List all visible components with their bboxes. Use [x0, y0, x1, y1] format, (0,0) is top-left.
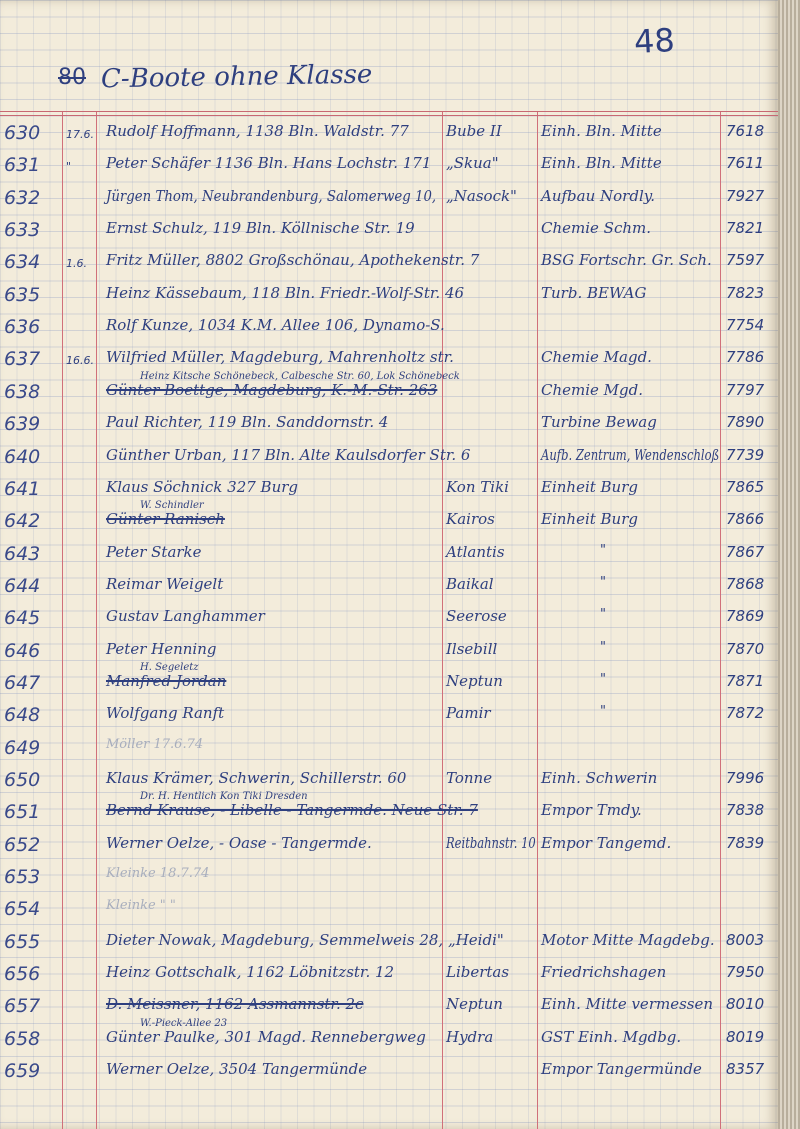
entry-number: 635: [4, 283, 41, 306]
owner-name: Ernst Schulz, 119 Bln. Köllnische Str. 19: [106, 219, 415, 238]
registration-number: 7838: [726, 801, 765, 820]
registration-number: 8010: [726, 995, 765, 1014]
boat-name: Neptun: [446, 671, 503, 690]
club-name: ": [600, 671, 606, 687]
ledger-row: [0, 476, 778, 508]
page-edge: [778, 0, 800, 1129]
owner-name: Günther Urban, 117 Bln. Alte Kaulsdorfer Str. 6: [106, 445, 471, 464]
owner-name: Wilfried Müller, Magdeburg, Mahrenholtz str.: [106, 348, 454, 367]
boat-name: Atlantis: [446, 542, 505, 561]
owner-name: Wolfgang Ranft: [106, 704, 225, 723]
ledger-row: [0, 605, 778, 637]
entry-number: 657: [4, 995, 41, 1018]
registration-number: 7739: [726, 445, 765, 464]
owner-name: Klaus Söchnick 327 Burg: [106, 477, 299, 496]
boat-name: Reitbahnstr. 10: [446, 833, 536, 852]
registration-number: 7865: [726, 477, 765, 496]
owner-name: Günter Paulke, 301 Magd. Rennebergweg: [106, 1027, 426, 1046]
registration-number: 7823: [726, 283, 765, 302]
ledger-row: [0, 500, 778, 540]
owner-name: Werner Oelze, - Oase - Tangermde.: [106, 833, 372, 852]
owner-name: Günter Ranisch: [106, 510, 225, 529]
entry-number: 640: [4, 445, 41, 468]
owner-name: Fritz Müller, 8802 Großschönau, Apothekenstr. 7: [106, 251, 480, 270]
club-name: Einh. Bln. Mitte: [541, 122, 662, 140]
correction-note: Heinz Kitsche Schönebeck, Calbesche Str. 60, Lok Schönebeck: [140, 370, 460, 382]
registration-number: 7754: [726, 316, 765, 335]
entry-number: 658: [4, 1027, 41, 1050]
page-heading: [58, 59, 478, 102]
club-name: Chemie Magd.: [541, 348, 652, 367]
club-name: ": [600, 574, 606, 590]
ledger-row: [0, 573, 778, 605]
entry-number: 636: [4, 316, 41, 339]
registration-number: 7890: [726, 413, 765, 432]
owner-name: Klaus Krämer, Schwerin, Schillerstr. 60: [106, 769, 407, 787]
club-name: Einh. Schwerin: [541, 769, 658, 787]
entry-number: 637: [4, 348, 41, 371]
registration-number: 7618: [726, 122, 765, 140]
entry-date: 1.6.: [66, 257, 87, 271]
ledger-row: [0, 1058, 778, 1090]
heading-title: C-Boote ohne Klasse: [100, 59, 373, 95]
owner-name: Gustav Langhammer: [106, 607, 265, 626]
ledger-row: [0, 120, 778, 152]
owner-name: Bernd Krause, - Libelle - Tangermde. Neue Str. 7: [106, 801, 478, 820]
club-name: ": [600, 542, 606, 558]
club-name: Aufb. Zentrum, Wendenschloß: [541, 445, 720, 464]
boat-name: „Nasock": [446, 186, 517, 205]
club-name: Einheit Burg: [541, 477, 638, 496]
registration-number: 7786: [726, 348, 765, 367]
club-name: Turbine Bewag: [541, 413, 657, 432]
owner-name: Rolf Kunze, 1034 K.M. Allee 106, Dynamo-S.: [106, 316, 445, 335]
club-name: Aufbau Nordly.: [541, 186, 655, 205]
entry-number: 633: [4, 219, 41, 242]
registration-number: 7868: [726, 574, 765, 593]
entry-number: 644: [4, 574, 41, 597]
club-name: Motor Mitte Magdebg.: [541, 930, 715, 949]
ledger-row: [0, 370, 778, 411]
ledger-row: [0, 217, 778, 249]
ledger-row: [0, 541, 778, 573]
owner-name: Rudolf Hoffmann, 1138 Bln. Waldstr. 77: [106, 122, 409, 140]
owner-name: Paul Richter, 119 Bln. Sanddornstr. 4: [106, 413, 389, 432]
ledger-row: [0, 896, 778, 928]
entry-number: 659: [4, 1060, 41, 1083]
club-name: Chemie Schm.: [541, 219, 652, 238]
boat-name: Kon Tiki: [446, 477, 509, 496]
ledger-row: [0, 411, 778, 443]
club-name: Einh. Bln. Mitte: [541, 154, 662, 173]
entry-number: 647: [4, 671, 41, 694]
entry-number: 652: [4, 833, 41, 856]
owner-name: Peter Schäfer 1136 Bln. Hans Lochstr. 171: [106, 154, 432, 173]
owner-name: Kleinke " ": [106, 898, 176, 914]
registration-number: 7821: [726, 219, 765, 238]
owner-name: Reimar Weigelt: [106, 574, 224, 593]
owner-name: Peter Starke: [106, 542, 202, 561]
ledger-row: [0, 929, 778, 961]
club-name: GST Einh. Mgdbg.: [541, 1027, 682, 1046]
correction-note: Dr. H. Hentlich Kon Tiki Dresden: [140, 791, 308, 803]
ledger-row: [0, 1017, 778, 1058]
registration-number: 7927: [726, 186, 765, 205]
registration-number: 8357: [726, 1060, 765, 1079]
entry-date: 16.6.: [66, 354, 94, 368]
boat-name: Hydra: [446, 1027, 494, 1046]
club-name: Empor Tangermünde: [541, 1060, 702, 1079]
entry-number: 648: [4, 704, 41, 727]
registration-number: 7870: [726, 639, 765, 658]
entry-number: 643: [4, 542, 41, 565]
ledger-row: [0, 152, 778, 184]
entry-number: 655: [4, 930, 41, 953]
ledger-row: [0, 185, 778, 217]
ledger-row: [0, 864, 778, 896]
registration-number: 7950: [726, 963, 765, 982]
registration-number: 7996: [726, 769, 765, 787]
owner-name: Günter Boettge, Magdeburg, K.-M.-Str. 263: [106, 380, 438, 399]
registration-number: 7871: [726, 671, 765, 690]
owner-name: Manfred Jordan: [106, 671, 227, 690]
correction-note: H. Segeletz: [140, 661, 199, 673]
owner-name: Heinz Kässebaum, 118 Bln. Friedr.-Wolf-Str. 46: [106, 283, 465, 302]
ledger-row: [0, 661, 778, 702]
boat-name: Libertas: [446, 963, 510, 982]
boat-name: Tonne: [446, 769, 493, 787]
ledger-row: [0, 638, 778, 670]
club-name: Einh. Mitte vermessen: [541, 995, 714, 1014]
ledger-row: [0, 735, 778, 767]
entry-number: 654: [4, 898, 41, 921]
boat-name: Baikal: [446, 574, 494, 593]
entry-number: 646: [4, 639, 41, 662]
club-name: Empor Tmdy.: [541, 801, 642, 820]
header-rule: [0, 115, 778, 116]
owner-name: Möller 17.6.74: [106, 736, 204, 752]
registration-number: 7866: [726, 510, 765, 529]
owner-name: Peter Henning: [106, 639, 217, 658]
ledger-row: [0, 791, 778, 831]
boat-name: Pamir: [446, 704, 491, 723]
entry-number: 656: [4, 963, 41, 986]
entry-number: 650: [4, 769, 41, 791]
boat-name: Neptun: [446, 995, 503, 1014]
club-name: ": [600, 704, 606, 720]
boat-name: „Skua": [446, 154, 499, 173]
entry-number: 639: [4, 413, 41, 436]
registration-number: 8003: [726, 930, 765, 949]
correction-note: W. Schindler: [140, 500, 204, 512]
owner-name: D. Meissner, 1162 Assmannstr. 2c: [106, 995, 364, 1014]
club-name: ": [600, 607, 606, 623]
entry-number: 651: [4, 801, 41, 824]
ledger-row: [0, 444, 778, 476]
registration-number: 7611: [726, 154, 765, 173]
entry-number: 631: [4, 154, 41, 177]
page-number: 48: [633, 20, 676, 62]
ledger-row: [0, 702, 778, 734]
entry-number: 642: [4, 510, 41, 533]
owner-name: Jürgen Thom, Neubrandenburg, Salomerweg 10,: [106, 186, 437, 205]
owner-name: Werner Oelze, 3504 Tangermünde: [106, 1060, 368, 1079]
club-name: ": [600, 639, 606, 655]
entry-number: 645: [4, 607, 41, 630]
ledger-row: [0, 832, 778, 864]
club-name: BSG Fortschr. Gr. Sch.: [541, 251, 712, 270]
ledger-row: [0, 249, 778, 281]
entry-number: 653: [4, 866, 41, 889]
header-rule: [0, 111, 778, 112]
ledger-row: [0, 961, 778, 993]
registration-number: 7872: [726, 704, 765, 723]
entry-number: 630: [4, 122, 41, 144]
owner-name: Kleinke 18.7.74: [106, 866, 210, 882]
boat-name: Ilsebill: [446, 639, 498, 658]
club-name: Einheit Burg: [541, 510, 638, 529]
entry-number: 634: [4, 251, 41, 274]
club-name: Friedrichshagen: [541, 963, 667, 982]
entry-date: ": [66, 160, 72, 174]
ledger-row: [0, 767, 778, 799]
registration-number: 7839: [726, 833, 765, 852]
old-heading-number: 80: [58, 64, 86, 90]
club-name: Chemie Mgd.: [541, 380, 644, 399]
registration-number: 8019: [726, 1027, 765, 1046]
registration-number: 7597: [726, 251, 765, 270]
ledger-row: [0, 282, 778, 314]
boat-name: Kairos: [446, 510, 495, 529]
ledger-row: [0, 314, 778, 346]
entry-number: 641: [4, 477, 41, 500]
entry-number: 632: [4, 186, 41, 209]
entry-date: 17.6.: [66, 128, 94, 141]
ledger-row: [0, 993, 778, 1025]
entry-number: 638: [4, 380, 41, 403]
correction-note: W.-Pieck-Allee 23: [140, 1017, 228, 1029]
club-name: Empor Tangemd.: [541, 833, 672, 852]
club-name: Turb. BEWAG: [541, 283, 647, 302]
registration-number: 7869: [726, 607, 765, 626]
owner-name: Heinz Gottschalk, 1162 Löbnitzstr. 12: [106, 963, 395, 982]
registration-number: 7867: [726, 542, 765, 561]
owner-name: Dieter Nowak, Magdeburg, Semmelweis 28, „Heidi": [106, 930, 504, 949]
entry-number: 649: [4, 736, 41, 759]
boat-name: Seerose: [446, 607, 507, 626]
registration-number: 7797: [726, 380, 765, 399]
boat-name: Bube II: [446, 122, 502, 140]
